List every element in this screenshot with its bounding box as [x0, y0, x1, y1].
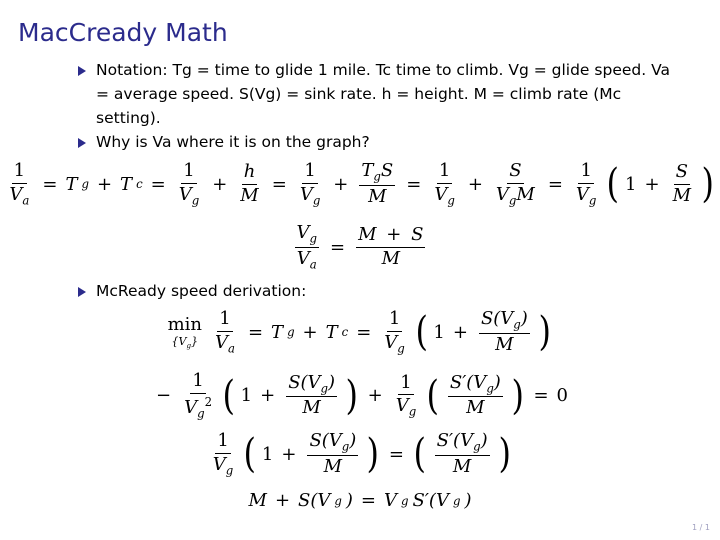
equation-6: M + S(V g ) = V g S′(V g ) — [248, 490, 472, 511]
bullet-text: Why is Va where it is on the graph? — [96, 133, 370, 151]
page-number: 1 / 1 — [692, 523, 710, 532]
bullet-arrow-icon — [78, 138, 86, 148]
equation-3: min $\{V_g\}$ $\frac{1}{V_a}$ = T g + T c = $\frac{1}{V_g}$ ( 1 + $\frac{S(V_g)}{M}$ ) — [167, 308, 551, 356]
slide-title: MacCready Math — [18, 18, 228, 47]
bullet-text: Notation: Tg = time to glide 1 mile. Tc time to climb. Vg = glide speed. Va = average speed. S(Vg) = sink rate. h = height. M = climb rate (Mc setting). — [96, 61, 670, 127]
equation-2: $\frac{V_g}{V_a}$ = $\frac{M + S}{M}$ — [296, 222, 424, 272]
bullet-arrow-icon — [78, 287, 86, 297]
bullet-arrow-icon — [78, 66, 86, 76]
equation-4: − $\frac{1}{V_g^2}$ ( 1 + $\frac{S(V_g)}{M}$ ) + $\frac{1}{V_g}$ ( $\frac{S'(V_g)}{M}$ ) = 0 — [156, 370, 568, 421]
bullet-text: McReady speed derivation: — [96, 282, 307, 300]
equation-5: $\frac{1}{V_g}$ ( 1 + $\frac{S(V_g)}{M}$ ) = ( $\frac{S'(V_g)}{M}$ ) — [212, 430, 511, 478]
equation-1: $\frac{1}{V_a}$ = T g + T c = $\frac{1}{V_g}$ + $\frac{h}{M}$ = $\frac{1}{V_g}$ + $\frac{T_gS}{M}$ = $\frac{1}{V_g}$ + $\frac{S}{V_gM}$ = $\frac{1}{V_g}$ ( 1 + $\frac{S}{M}$ ) — [9, 160, 715, 208]
